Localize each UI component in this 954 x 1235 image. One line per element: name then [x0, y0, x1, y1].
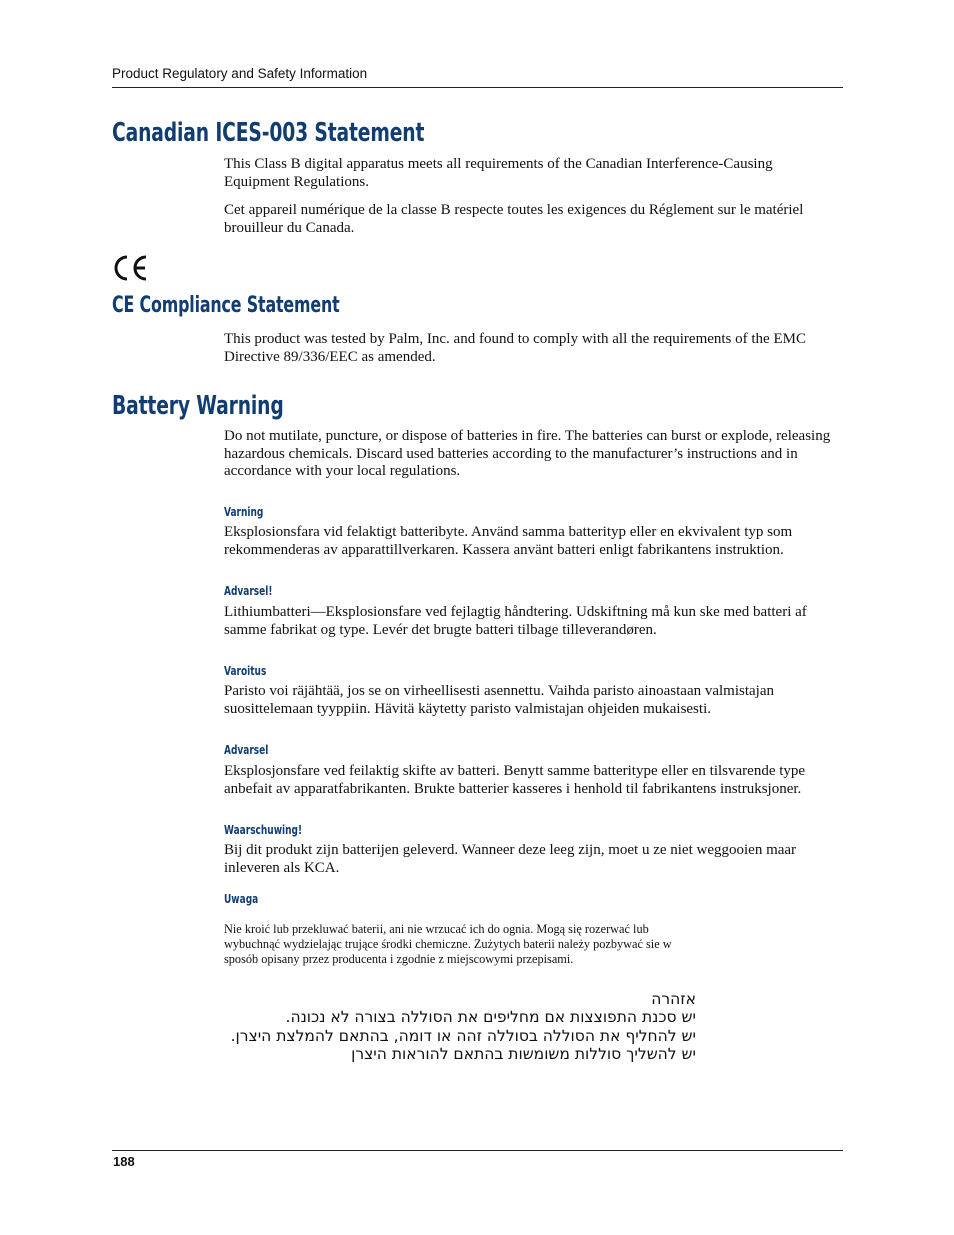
polish-line: wybuchnąć wydzielając trujące środki chemiczne. Zużytych baterii należy pozbywać sie w: [224, 937, 672, 951]
warning-text-swedish: [224, 524, 842, 559]
warning-heading-finnish: Varoitus: [224, 664, 267, 678]
battery-section-title: Battery Warning: [112, 391, 284, 421]
running-header: Product Regulatory and Safety Information: [112, 66, 368, 81]
polish-line: Nie kroić lub przekluwać baterii, ani nie wrzucać ich do ognia. Mogą się rozerwać lub: [224, 922, 649, 936]
hebrew-warning-block: [222, 990, 696, 1063]
polish-line: sposób opisany przez producenta i zgodnie z miejscowymi przepisami.: [224, 952, 574, 966]
canadian-text-en: This Class B digital apparatus meets all requirements of the Canadian Interference-Causing Equipment Regulations.: [224, 156, 773, 190]
warning-body: Paristo voi räjähtää, jos se on virheellisesti asennettu. Vaihda paristo ainoastaan valmistajan suosittelemaan tyyppiin. Hävitä käytetty paristo valmistajan ohjeiden mukaisesti.: [224, 683, 774, 717]
canadian-text-fr: Cet appareil numérique de la classe B respecte toutes les exigences du Réglement sur le matériel brouilleur du Canada.: [224, 202, 804, 236]
ce-mark-icon: [112, 254, 150, 282]
warning-body: Eksplosjonsfare ved feilaktig skifte av batteri. Benytt samme batteritype eller en tilsvarende type anbefait av apparatfabrikanten. Brukte batterier kasseres i henhold til fabrikantens instruksjoner.: [224, 763, 806, 797]
canadian-paragraph-en: [224, 156, 842, 191]
hebrew-line: יש להחליף את הסוללה בסוללה זהה או דומה, בהתאם להמלצת היצרן.: [230, 1026, 696, 1045]
hebrew-line: אזהרה: [651, 990, 696, 1008]
warning-body: Bij dit produkt zijn batterijen geleverd. Wanneer deze leeg zijn, moet u ze niet weggooien maar inleveren als KCA.: [224, 842, 797, 876]
warning-heading-swedish: Varning: [224, 505, 264, 519]
warning-text-finnish: [224, 683, 842, 718]
ce-text: This product was tested by Palm, Inc. and found to comply with all the requirements of the EMC Directive 89/336/EEC as amended.: [224, 331, 806, 365]
ce-section-title: CE Compliance Statement: [112, 293, 340, 318]
warning-text-norwegian: [224, 763, 842, 798]
canadian-paragraph-fr: [224, 202, 842, 237]
header-rule: [112, 87, 843, 88]
warning-heading-danish: Advarsel!: [224, 584, 273, 598]
footer-rule: [112, 1150, 843, 1151]
warning-heading-polish: Uwaga: [224, 892, 259, 906]
battery-text: Do not mutilate, puncture, or dispose of batteries in fire. The batteries can burst or explode, releasing hazardous chemicals. Discard used batteries according to the manufacturer’s instructions and in accordance with your local regulations.: [224, 428, 831, 479]
battery-paragraph: [224, 428, 842, 481]
warning-heading-norwegian: Advarsel: [224, 743, 269, 757]
warning-body: Eksplosionsfara vid felaktigt batteribyte. Använd samma batterityp eller en ekvivalent typ som rekommenderas av apparattillverkaren. Kassera använt batteri enligt fabrikantens instruktion.: [224, 524, 793, 558]
warning-text-dutch: [224, 842, 842, 877]
hebrew-line: יש להשליך סוללות משומשות בהתאם להוראות היצרן: [351, 1044, 696, 1063]
ce-paragraph: [224, 331, 842, 366]
canadian-section-title: Canadian ICES-003 Statement: [112, 118, 425, 148]
page-number: 188: [113, 1154, 135, 1169]
warning-text-danish: [224, 604, 842, 639]
polish-warning-block: [224, 922, 714, 967]
warning-heading-dutch: Waarschuwing!: [224, 823, 303, 837]
warning-body: Lithiumbatteri—Eksplosionsfare ved fejlagtig håndtering. Udskiftning må kun ske med batteri af samme fabrikat og type. Levér det brugte batteri tilbage tilleverandøren.: [224, 604, 807, 638]
hebrew-line: יש סכנת התפוצצות אם מחליפים את הסוללה בצורה לא נכונה.: [285, 1008, 696, 1027]
